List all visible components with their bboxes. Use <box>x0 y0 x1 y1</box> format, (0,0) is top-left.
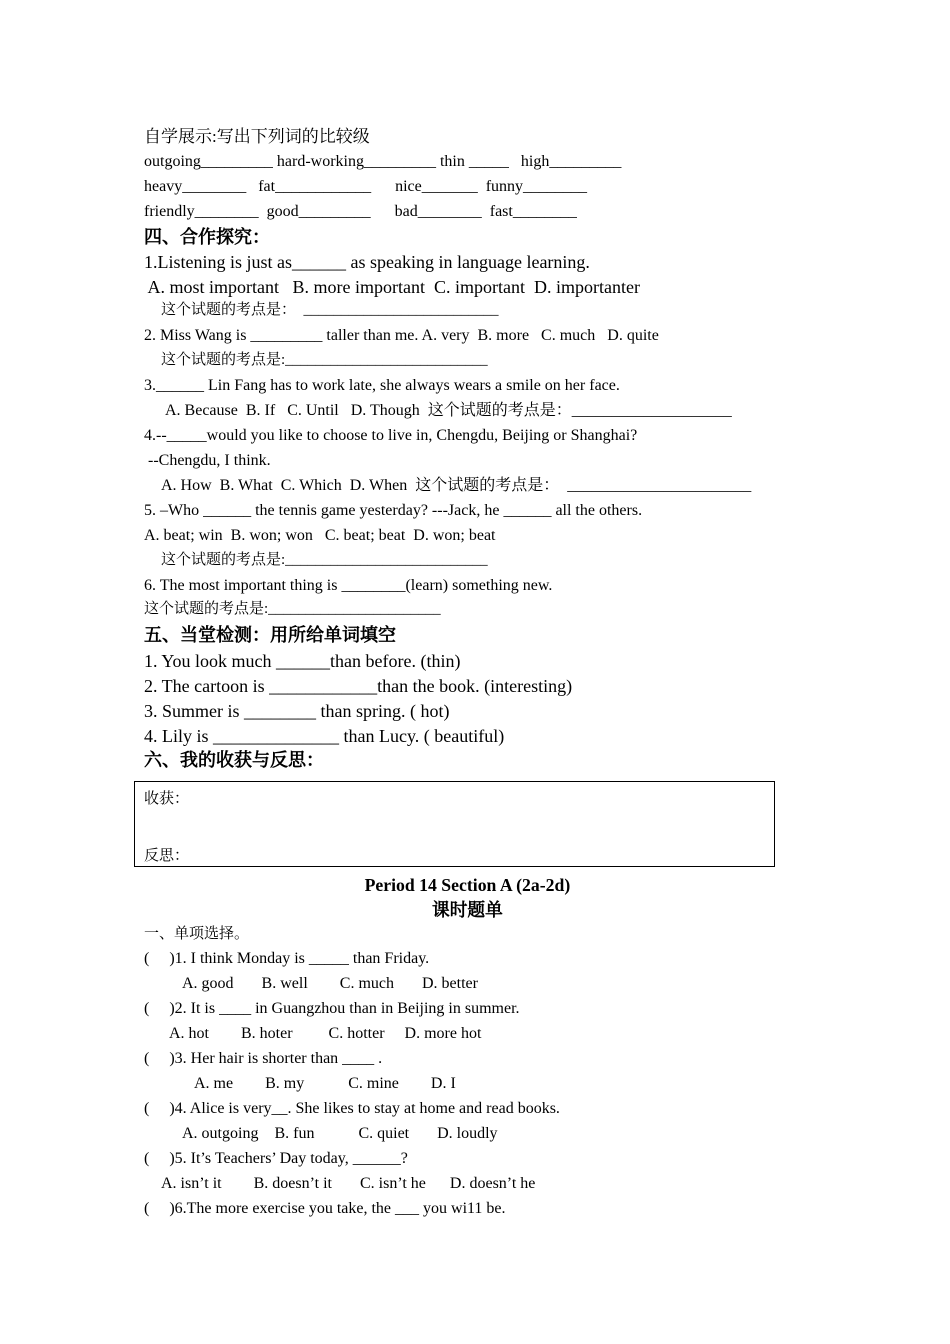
section-4-heading: 四、合作探究： <box>144 227 270 247</box>
q5-point: 这个试题的考点是:___________________________ <box>161 552 488 568</box>
q6-stem: 6. The most important thing is ________(learn) something new. <box>144 577 553 594</box>
reflection-box <box>134 781 775 867</box>
fill-2: 2. The cartoon is ____________than the book. (interesting) <box>144 676 573 696</box>
q3-options: A. Because B. If C. Until D. Though 这个试题的考点是：____________________ <box>165 402 732 419</box>
gains-label: 收获： <box>144 791 190 807</box>
mc5-options: A. isn’t it B. doesn’t it C. isn’t he D. doesn’t he <box>161 1175 536 1192</box>
mc5-stem: ( )5. It’s Teachers’ Day today, ______? <box>144 1150 408 1167</box>
q2-point: 这个试题的考点是:___________________________ <box>161 352 488 368</box>
q4-stem: 4.--_____would you like to choose to live in, Chengdu, Beijing or Shanghai? <box>144 427 638 444</box>
period-title: Period 14 Section A (2a-2d) <box>364 875 571 895</box>
word-row-1: outgoing_________ hard-working_________ thin _____ high_________ <box>144 153 622 170</box>
mc1-options: A. good B. well C. much D. better <box>182 975 478 992</box>
mc2-options: A. hot B. hoter C. hotter D. more hot <box>169 1025 482 1042</box>
section-6-heading: 六、我的收获与反思： <box>144 750 324 770</box>
mc4-stem: ( )4. Alice is very__. She likes to stay at home and read books. <box>144 1100 560 1117</box>
q4-options: A. How B. What C. Which D. When 这个试题的考点是： _______________________ <box>161 477 752 494</box>
mc4-options: A. outgoing B. fun C. quiet D. loudly <box>182 1125 498 1142</box>
single-choice-heading: 一、单项选择。 <box>144 926 250 942</box>
q1-point: 这个试题的考点是： __________________________ <box>161 302 499 318</box>
q4-answer: --Chengdu, I think. <box>144 452 271 469</box>
word-row-2: heavy________ fat____________ nice_______ funny________ <box>144 178 588 195</box>
section-5-heading <box>144 626 396 644</box>
q6-point: 这个试题的考点是:_______________________ <box>144 601 441 617</box>
q2-stem: 2. Miss Wang is _________ taller than me. A. very B. more C. much D. quite <box>144 327 659 344</box>
fill-4: 4. Lily is ______________ than Lucy. ( beautiful) <box>144 726 505 746</box>
mc2-stem: ( )2. It is ____ in Guangzhou than in Beijing in summer. <box>144 1000 520 1017</box>
q1-options: A. most important B. more important C. important D. importanter <box>144 277 640 297</box>
q5-stem: 5. –Who ______ the tennis game yesterday? ---Jack, he ______ all the others. <box>144 502 643 519</box>
section-5-heading-text: 五、当堂检测：用所给单词填空 <box>144 625 396 645</box>
mc3-options: A. me B. my C. mine D. I <box>194 1075 456 1092</box>
q1-stem: 1.Listening is just as______ as speaking in language learning. <box>144 252 590 272</box>
fill-3: 3. Summer is ________ than spring. ( hot) <box>144 701 450 721</box>
mc1-stem: ( )1. I think Monday is _____ than Friday. <box>144 950 430 967</box>
mc3-stem: ( )3. Her hair is shorter than ____ . <box>144 1050 383 1067</box>
fill-1: 1. You look much ______than before. (thin) <box>144 651 461 671</box>
reflection-label: 反思： <box>144 848 190 864</box>
mc6-stem: ( )6.The more exercise you take, the ___ you wi11 be. <box>144 1200 506 1217</box>
self-study-heading: 自学展示:写出下列词的比较级 <box>144 127 370 146</box>
worksheet-title: 课时题单 <box>431 900 503 920</box>
q3-stem: 3.______ Lin Fang has to work late, she always wears a smile on her face. <box>144 377 620 394</box>
word-row-3: friendly________ good_________ bad________ fast________ <box>144 203 577 220</box>
q5-options: A. beat; win B. won; won C. beat; beat D. won; beat <box>144 527 496 544</box>
